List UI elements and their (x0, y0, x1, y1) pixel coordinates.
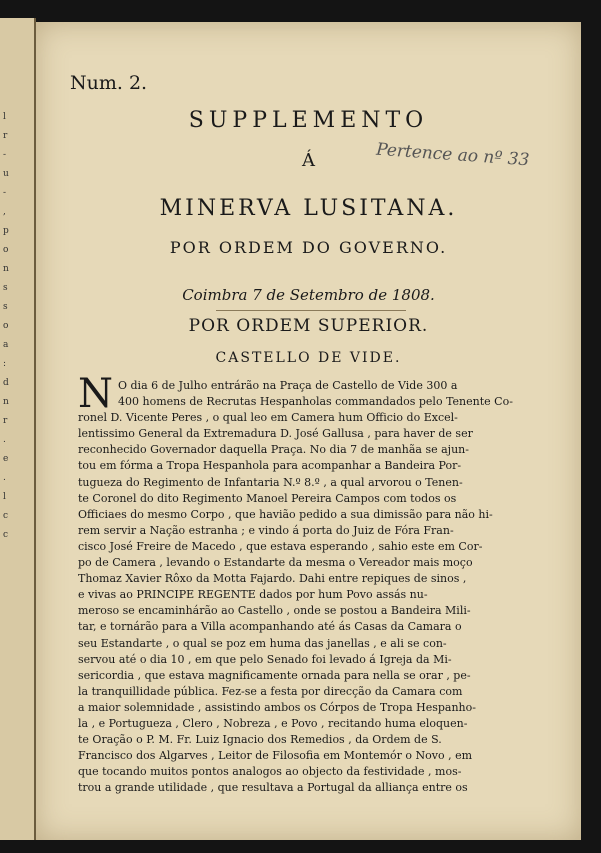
body-line: a maior solemnidade , assistindo ambos os Córpos de Tropa Hespanho- (78, 700, 476, 714)
subtitle-ordem-governo: POR ORDEM DO GOVERNO. (169, 238, 448, 257)
body-line: rem servir a Nação estranha ; e vindo á porta do Juiz de Fóra Fran- (78, 523, 454, 537)
body-line: sericordia , que estava magnificamente ornada para nella se orar , pe- (78, 668, 471, 682)
left-page-marks: l r - u - , p o n s s o a : d n r . e . l c c (3, 112, 9, 540)
body-line: trou a grande utilidade , que resultava a Portugal da alliança entre os (78, 781, 468, 795)
handwritten-annotation: Pertence ao nº 33 (375, 139, 530, 171)
left-page-edge (0, 18, 36, 840)
section-heading: CASTELLO DE VIDE. (215, 350, 402, 366)
body-line: que tocando muitos pontos analogos ao objecto da festividade , mos- (78, 765, 462, 779)
body-line: tou em fórma a Tropa Hespanhola para acompanhar a Bandeira Por- (78, 459, 462, 473)
body-line: Thomaz Xavier Rôxo da Motta Fajardo. Dahi entre repiques de sinos , (78, 572, 467, 586)
body-line: e vivas ao PRINCIPE REGENTE dados por hum Povo assás nu- (78, 588, 428, 602)
body-line: te Coronel do dito Regimento Manoel Pereira Campos com todos os (78, 491, 457, 505)
body-line: cisco José Freire de Macedo , que estava esperando , sahio este em Cor- (78, 539, 483, 553)
body-line: lentissimo General da Extremadura D. José Gallusa , para haver de ser (78, 427, 473, 441)
body-line: tar, e tornárão para a Villa acompanhando até ás Casas da Camara o (78, 620, 462, 634)
heading-ordem-superior: POR ORDEM SUPERIOR. (188, 316, 429, 336)
body-line: la , e Portugueza , Clero , Nobreza , e Povo , recitando huma eloquen- (78, 716, 468, 730)
body-line: reconhecido Governador daquella Praça. No dia 7 de manhãa se ajun- (78, 443, 469, 457)
body-line: po de Camera , levando o Estandarte da mesma o Vereador mais moço (78, 556, 473, 570)
body-line: te Oração o P. M. Fr. Luiz Ignacio dos Remedios , da Ordem de S. (78, 733, 442, 747)
body-line: 400 homens de Recrutas Hespanholas commandados pelo Tenente Co- (118, 395, 513, 409)
body-line: meroso se encaminhárão ao Castello , onde se postou a Bandeira Mili- (78, 604, 471, 618)
body-line: tugueza do Regimento de Infantaria N.º 8.º , a qual arvorou o Tenen- (78, 475, 463, 489)
divider-rule (216, 310, 406, 311)
body-line: Officiaes do mesmo Corpo , que havião pedido a sua dimissão para não hi- (78, 507, 493, 521)
title-minerva: MINERVA LUSITANA. (159, 196, 458, 221)
issue-number: Num. 2. (70, 72, 148, 94)
body-line: O dia 6 de Julho entrárão na Praça de Castello de Vide 300 a (118, 379, 458, 392)
body-line: seu Estandarte , o qual se poz em huma das janellas , e ali se con- (78, 636, 447, 650)
title-a: Á (302, 150, 315, 171)
body-line: Francisco dos Algarves , Leitor de Filosofia em Montemór o Novo , em (78, 749, 473, 763)
title-supplemento: SUPPLEMENTO (188, 108, 429, 133)
document-page (36, 22, 581, 840)
body-line: la tranquillidade pública. Fez-se a festa por direcção da Camara com (78, 684, 463, 698)
body-line: ronel D. Vicente Peres , o qual leo em Camera hum Officio do Excel- (78, 411, 458, 425)
article-body (78, 378, 526, 796)
dateline: Coimbra 7 de Setembro de 1808. (182, 286, 435, 304)
body-line: servou até o dia 10 , em que pelo Senado foi levado á Igreja da Mi- (78, 652, 452, 666)
drop-cap: N (78, 371, 113, 417)
